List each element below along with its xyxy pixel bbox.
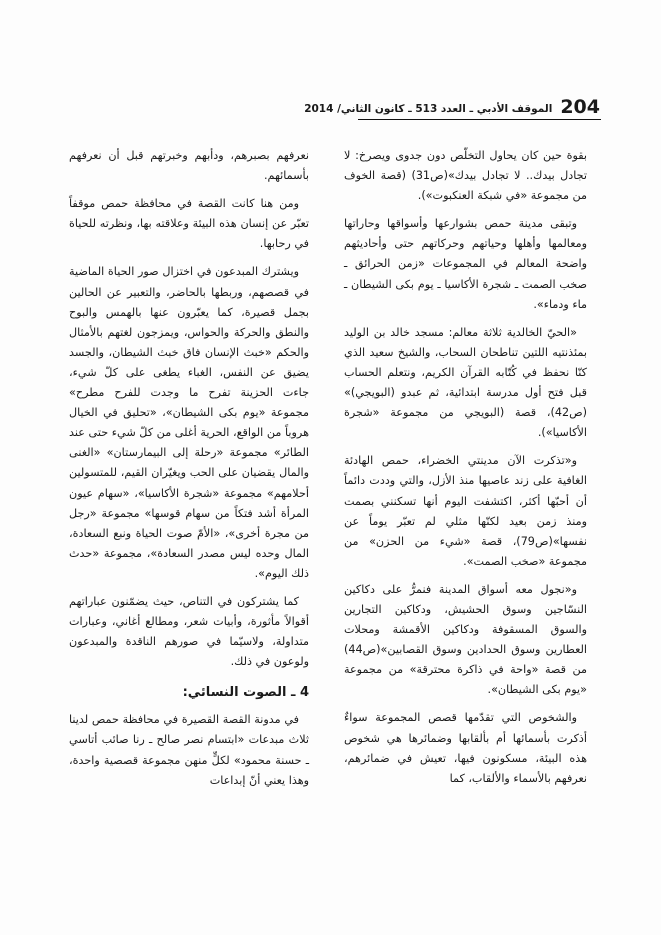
header-rule [358,119,601,120]
running-head: الموقف الأدبي ـ العدد 513 ـ كانون الثاني/ 2014 [304,103,553,115]
page-header [304,84,600,118]
paragraph: و«نجول معه أسواق المدينة فنمرُّ على دكاكين النسّاجين وسوق الحشيش، ودكاكين التجارين والسوق المسقوفة ودكاكين الأقمشة ومحلات العطارين وسوق الحدادين وسوق القصابين»(ص44) من قصة «واحة في ذاكرة محترقة» من مجموعة «يوم بكى الشيطان». [344,582,587,697]
right-column [344,146,587,797]
paragraph: في مدونة القصة القصيرة في محافظة حمص لدينا ثلاث مبدعات «ابتسام نصر صالح ـ رنا صائب أتاسي ـ حسنة محمود» لكلٍّ منهن مجموعة قصصية واحدة، وهذا يعني أنّ إبداعات [69,713,309,787]
paragraph: بقوة حين كان يحاول التخلّص دون جدوى ويصرخ: لا تجادل بيدك.. لا تجادل بيدك»(ص31) (قصة الخوف من مجموعة «في شبكة العنكبوت»). [344,149,587,203]
left-column [69,146,309,799]
page-number: 204 [560,96,600,118]
paragraph: ومن هنا كانت القصة في محافظة حمص موقفاً تعبّر عن إنسان هذه البيئة وعلاقته بها، ونظرته للحياة في رحابها. [69,197,309,251]
paragraph: و«تذكرت الآن مدينتي الخضراء، حمص الهادئة الغافية على زند عاصيها منذ الأزل، والتي وددت دائماً أن أحبّها أكثر، اكتشفت اليوم أنها تسكنني بصمت ومنذ زمن بعيد لكنّها مثلي لم تعبّر يوماً عن نفسها»(ص79)، قصة «شيء من الحزن» من مجموعة «صخب الصمت». [344,454,587,568]
paragraph: كما يشتركون في التناص، حيث يضمّنون عباراتهم أقوالاً مأثورة، وأبيات شعر، ومطالع أغاني، وعبارات متداولة، ولاسيّما في صورهم الناقدة والمبدعون ولوعون في ذلك. [69,594,309,669]
paragraph: وتبقى مدينة حمص بشوارعها وأسواقها وحاراتها ومعالمها وأهلها وحياتهم وحركاتهم حتى وأحاديثهم واضحة المعالم في المجموعات «زمن الحرائق ـ صخب الصمت ـ شجرة الأكاسيا ـ يوم بكى الشيطان ـ ماء ودماء». [344,217,587,311]
paragraph: والشخوص التي تقدّمها قصص المجموعة سواءٌ أذكرت بأسمائها أم بألقابها وضمائرها هي شخوص هذه البيئة، مسكونون فيها، تعيش في ضمائرهم، نعرفهم بالأسماء والألقاب، كما [344,711,587,785]
paragraph: ويشترك المبدعون في اختزال صور الحياة الماضية في قصصهم، وربطها بالحاضر، والتعبير عن الحالين بجمل قصيرة، كما يعبّرون عنها بالهمس والبوح والنطق والحركة والحواس، ويمزجون لغتهم بالأمثال والحكم «خبث الإنسان فاق خبث الشيطان، والجسد يضيق عن النفس، الغباء يطغى على كلّ شيء، جاءت الحزينة تفرح ما وجدت للفرح مطرح» مجموعة «يوم بكى الشيطان»، «تحليق في الخيال هروباً من الواقع، الحرية أغلى من كلّ شيء حتى عند الطائر» مجموعة «رحلة إلى البيمارستان» «الغنى والمال يقضيان على الحب ويغيّران القيم، للمتسولين أحلامهم» مجموعة «شجرة الأكاسيا»، «سهام عيون المرأة أشد فتكاً من سهام قوسها» مجموعة «رجل من مجرة أخرى»، «الأمّ صوت الحياة ونبع السعادة، المال وحده ليس مصدر السعادة»، مجموعة «حدث ذلك اليوم». [69,265,309,580]
section-heading: 4 ـ الصوت النسائي: [182,685,309,701]
paragraph: نعرفهم بصبرهم، ودأبهم وخبرتهم قبل أن نعرفهم بأسمائهم. [69,149,309,183]
paragraph: «الحيّ الخالدية ثلاثة معالم: مسجد خالد بن الوليد بمئذنتيه اللتين تناطحان السحاب، والشيخ سعيد الذي كنّا نحفظ في كُتّابه القرآن الكريم، ونتعلم الحساب قبل فتح أول مدرسة ابتدائية، ثم عبدو (البويجي)» (ص42)، قصة (البويجي من مجموعة «شجرة الأكاسيا»). [344,325,587,440]
